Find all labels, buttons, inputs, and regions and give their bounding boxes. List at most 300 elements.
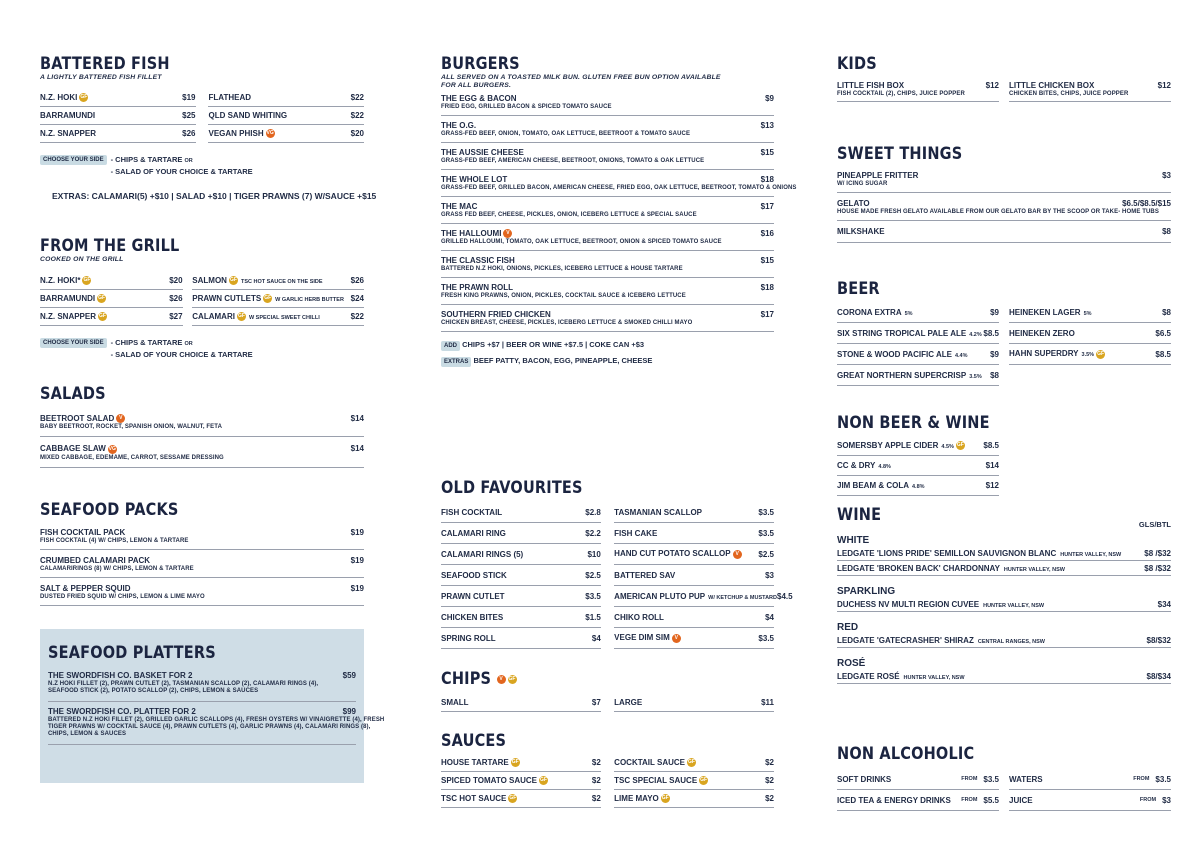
menu-item <box>837 193 1171 221</box>
menu-item <box>837 165 1171 193</box>
item-price: $9 <box>765 94 774 103</box>
item-name <box>837 441 983 450</box>
abv: 5% <box>1083 310 1092 317</box>
wine-region: HUNTER VALLEY, NSW <box>1003 566 1065 573</box>
gls-btl-label: GLS/BTL <box>1138 520 1171 529</box>
battered-right <box>208 89 364 143</box>
section-title: SEAFOOD PLATTERS <box>48 643 216 662</box>
item-name-text: CALAMARI RINGS (5) <box>441 549 524 559</box>
non-alcoholic-grid <box>837 769 1171 811</box>
item-name <box>1009 81 1158 90</box>
menu-item <box>441 170 797 197</box>
item-name <box>48 671 343 680</box>
item-name <box>441 571 585 580</box>
menu-item <box>837 344 999 365</box>
non-alcoholic-right <box>1009 769 1171 811</box>
chips-grid <box>441 693 774 712</box>
item-name-text: FISH COCKTAIL <box>441 507 503 517</box>
item-description: GRASS-FED BEEF, GRILLED BACON, AMERICAN CHEESE, FRIED EGG, OAK LETTUCE, BEETROOT, TOMATO & ONIONS <box>441 185 797 191</box>
gf-badge: GF <box>83 277 91 284</box>
wine-group-title: RED <box>837 622 859 633</box>
item-price: $2 <box>591 776 601 785</box>
side-option-1 <box>111 155 253 164</box>
item-name <box>48 707 343 716</box>
abv: 4.5% <box>941 443 954 450</box>
item-price: $17 <box>760 310 774 320</box>
item-name <box>837 350 990 359</box>
menu-item <box>441 143 774 170</box>
item-name <box>837 308 990 317</box>
item-name <box>441 148 761 157</box>
menu-item <box>1009 302 1171 323</box>
from-label: FROM <box>1139 797 1157 803</box>
item-name <box>837 461 986 470</box>
item-name-text: N.Z. SNAPPER <box>40 129 97 138</box>
item-description: SEAFOOD STICK (2), POTATO SCALLOP (2), CHIPS, LEMON & SAUCES <box>48 688 259 694</box>
item-name-text: SMALL <box>441 697 469 707</box>
item-price: $22 <box>350 111 364 120</box>
item-price: $26 <box>169 294 183 303</box>
menu-item <box>614 628 774 649</box>
item-name-text: N.Z. SNAPPER <box>40 311 97 321</box>
menu-item <box>837 476 999 496</box>
item-name <box>837 329 983 338</box>
item-price: $10 <box>587 549 601 559</box>
item-name-text: LEDGATE ROSÉ <box>837 671 900 681</box>
item-description: GRASS-FED BEEF, ONION, TOMATO, OAK LETTUCE, BEETROOT & TOMATO SAUCE <box>441 131 691 137</box>
item-note: TSC HOT SAUCE ON THE SIDE <box>240 278 323 285</box>
menu-item <box>1009 769 1171 790</box>
item-name-text: CC & DRY <box>837 461 876 470</box>
item-name-text: SEAFOOD STICK <box>441 570 507 580</box>
item-name <box>1009 329 1155 338</box>
vegan-badge: VG <box>266 130 274 137</box>
section-title: BURGERS <box>441 54 520 73</box>
item-price: $34 <box>1157 599 1171 609</box>
item-price: $19 <box>350 556 364 565</box>
item-name-text: THE MAC <box>441 202 478 211</box>
item-price: $14 <box>350 414 364 423</box>
item-price: $8 <box>1162 307 1171 317</box>
item-name <box>441 698 592 707</box>
item-price: $26 <box>182 129 196 138</box>
abv: 4.2% <box>969 331 982 338</box>
vegetarian-badge: V <box>733 550 742 559</box>
menu-item <box>40 522 364 550</box>
section-title: SWEET THINGS <box>837 144 963 163</box>
item-header <box>48 671 356 680</box>
item-name-text: THE PRAWN ROLL <box>441 283 513 293</box>
side-option-2: - SALAD OF YOUR CHOICE & TARTARE <box>110 350 253 359</box>
item-header <box>441 256 774 265</box>
item-name <box>837 636 1147 645</box>
item-name-text: FISH CAKE <box>614 528 658 538</box>
item-name-text: LEDGATE 'BROKEN BACK' CHARDONNAY <box>837 563 1000 573</box>
item-name <box>40 528 351 537</box>
item-name <box>837 549 1144 558</box>
item-header <box>441 94 774 103</box>
wine-region: HUNTER VALLEY, NSW <box>1060 551 1122 558</box>
wine-group-title: ROSÉ <box>837 658 866 669</box>
side-or: OR <box>184 341 193 347</box>
item-name-text: LEDGATE 'GATECRASHER' SHIRAZ <box>837 635 974 645</box>
item-name <box>441 175 761 184</box>
gf-badge: GF <box>99 313 106 320</box>
item-description: HOUSE MADE FRESH GELATO AVAILABLE FROM OUR GELATO BAR BY THE SCOOP OR TAKE- HOME TUBS <box>837 209 1159 215</box>
section-title: SEAFOOD PACKS <box>40 500 179 519</box>
item-description: CALAMARIRINGS (8) W/ CHIPS, LEMON & TARTARE <box>40 566 194 572</box>
gf-badge: GF <box>98 295 106 302</box>
item-name-text: SALT & PEPPER SQUID <box>40 584 131 593</box>
item-name-text: HEINEKEN ZERO <box>1009 328 1075 338</box>
item-price: $15 <box>760 256 774 266</box>
item-price: $13 <box>760 121 774 130</box>
add-badge: ADD <box>441 341 460 351</box>
item-price: $11 <box>761 697 774 707</box>
menu-item <box>441 523 601 544</box>
battered-fish-section <box>40 54 377 201</box>
item-name <box>192 294 350 303</box>
item-header <box>40 584 364 593</box>
side-option-1-text: - CHIPS & TARTARE <box>110 155 183 164</box>
item-price: $19 <box>350 528 364 537</box>
item-price: $2 <box>765 776 774 785</box>
menu-item <box>837 436 999 456</box>
from-label: FROM <box>961 797 978 803</box>
burgers-subtitle-1: ALL SERVED ON A TOASTED MILK BUN. GLUTEN FREE BUN OPTION AVAILABLE <box>441 74 721 81</box>
seafood-packs-section <box>40 500 364 606</box>
favourites-right <box>614 502 793 649</box>
menu-item <box>40 290 183 308</box>
item-name <box>1009 349 1155 358</box>
item-description: BABY BEETROOT, ROCKET, SPANISH ONION, WALNUT, FETA <box>40 424 223 431</box>
item-name <box>837 600 1158 609</box>
menu-item <box>40 437 364 467</box>
item-name-text: PRAWN CUTLETS <box>192 293 262 303</box>
item-name-text: SPICED TOMATO SAUCE <box>441 775 538 785</box>
gf-badge: GF <box>688 759 695 766</box>
menu-item <box>441 305 774 332</box>
item-name-text: TSC SPECIAL SAUCE <box>614 775 698 785</box>
item-name-text: N.Z. HOKI <box>40 92 78 102</box>
section-title: KIDS <box>837 54 877 73</box>
item-name <box>441 283 761 292</box>
menu-item <box>48 702 385 745</box>
salads-list <box>40 407 364 468</box>
item-name-text: SALMON <box>192 275 227 285</box>
item-name <box>192 312 350 321</box>
item-price: $2 <box>591 758 601 767</box>
section-subtitle: COOKED ON THE GRILL <box>40 256 124 263</box>
menu-item <box>837 769 999 790</box>
beer-grid <box>837 302 1171 386</box>
item-price: $20 <box>350 129 364 138</box>
item-description: FRESH KING PRAWNS, ONION, PICKLES, COCKTAIL SAUCE & ICEBERG LETTUCE <box>441 293 686 300</box>
item-price: $8 /$32 <box>1144 563 1171 573</box>
wine-region: HUNTER VALLEY, NSW <box>983 602 1045 609</box>
item-name-text: VEGE DIM SIM <box>614 633 670 643</box>
menu-item <box>614 607 774 628</box>
item-header <box>441 175 774 184</box>
non-alcoholic-left <box>837 769 999 811</box>
item-name-text: GREAT NORTHERN SUPERCRISP <box>837 370 967 380</box>
item-name <box>837 796 961 805</box>
item-name-text: THE O.G. <box>441 121 477 130</box>
item-name <box>208 93 350 102</box>
item-price: $1.5 <box>585 612 601 622</box>
item-name <box>614 508 758 517</box>
item-name-text: PINEAPPLE FRITTER <box>837 171 919 180</box>
menu-item <box>837 221 1171 243</box>
item-price: $24 <box>350 294 364 303</box>
item-header <box>441 283 774 292</box>
item-price: $12 <box>985 81 999 90</box>
gf-badge: GF <box>540 777 547 784</box>
item-name <box>192 276 350 285</box>
menu-item <box>614 772 774 790</box>
menu-item <box>614 544 774 565</box>
item-name <box>441 310 761 319</box>
item-header <box>837 227 1171 236</box>
item-price: $18 <box>760 175 774 184</box>
wine-list <box>837 535 1171 684</box>
menu-item <box>837 77 999 102</box>
item-name-text: SOFT DRINKS <box>837 774 892 784</box>
item-price: $3 <box>1162 795 1171 805</box>
battered-fish-grid <box>40 89 364 143</box>
item-name-text: LITTLE FISH BOX <box>837 81 905 90</box>
item-name-text: CALAMARI RING <box>441 528 506 538</box>
menu-item <box>441 607 601 628</box>
kids-item-col <box>1009 77 1171 102</box>
item-name <box>40 584 351 593</box>
item-price: $22 <box>350 312 364 321</box>
side-option-1 <box>111 338 253 347</box>
item-price: $6.5 <box>1155 328 1171 338</box>
menu-item <box>837 456 999 476</box>
item-description: CHIPS, LEMON & SAUCES <box>48 731 127 737</box>
section-title: BEER <box>837 279 880 298</box>
vegetarian-badge: V <box>672 634 681 643</box>
item-header <box>441 310 774 319</box>
menu-item <box>837 323 999 344</box>
gf-badge: GF <box>1097 350 1105 357</box>
wine-item <box>837 633 1171 648</box>
menu-item <box>614 565 774 586</box>
wine-region: HUNTER VALLEY, NSW <box>903 674 965 681</box>
kids-grid <box>837 77 1171 102</box>
item-price: $20 <box>169 276 183 285</box>
section-title: NON ALCOHOLIC <box>837 744 975 763</box>
item-header <box>837 199 1171 208</box>
side-choice <box>40 338 364 359</box>
chips-right <box>614 693 774 712</box>
item-name-text: BEETROOT SALAD <box>40 414 115 423</box>
item-name <box>441 592 585 601</box>
item-price: $3 <box>765 570 774 580</box>
item-name-text: CALAMARI <box>192 311 235 321</box>
item-name <box>441 94 765 103</box>
sauces-right <box>614 754 774 808</box>
item-price: $12 <box>985 481 999 490</box>
item-price: $17 <box>760 202 774 211</box>
item-price: $25 <box>182 111 196 120</box>
item-name-text: THE SWORDFISH CO. BASKET FOR 2 <box>48 671 193 680</box>
item-price: $3 <box>1162 171 1171 180</box>
item-name-text: THE CLASSIC FISH <box>441 256 515 266</box>
item-description: GRASS FED BEEF, CHEESE, PICKLES, ONION, ICEBERG LETTUCE & SPECIAL SAUCE <box>441 212 697 218</box>
item-name-text: VEGAN PHISH <box>208 128 264 138</box>
packs-list <box>40 522 364 606</box>
platters-list <box>48 666 385 745</box>
item-price: $7 <box>591 697 601 707</box>
item-description: FRIED EGG, GRILLED BACON & SPICED TOMATO SAUCE <box>441 104 612 110</box>
menu-item <box>441 278 774 305</box>
item-price: $8 <box>1162 227 1171 236</box>
item-price: $19 <box>350 584 364 593</box>
item-name <box>441 508 585 517</box>
item-price: $12 <box>1157 81 1171 90</box>
section-title: NON BEER & WINE <box>837 413 990 432</box>
wine-region: CENTRAL RANGES, NSW <box>977 638 1045 645</box>
item-price: $22 <box>350 93 364 102</box>
item-name <box>614 633 758 642</box>
beer-left <box>837 302 999 386</box>
side-option-2: - SALAD OF YOUR CHOICE & TARTARE <box>110 167 253 176</box>
item-price: $2.5 <box>585 570 601 580</box>
item-name-text: LEDGATE 'LIONS PRIDE' SEMILLON SAUVIGNON BLANC <box>837 548 1057 558</box>
item-name-text: JIM BEAM & COLA <box>837 481 909 490</box>
item-description: MIXED CABBAGE, EDEMAME, CARROT, SESSAME DRESSING <box>40 454 224 461</box>
item-name <box>40 276 169 285</box>
extras-text: BEEF PATTY, BACON, EGG, PINEAPPLE, CHEESE <box>473 356 653 366</box>
menu-item <box>441 224 774 251</box>
item-price: $2 <box>591 794 601 803</box>
item-name <box>40 129 182 138</box>
item-price: $8.5 <box>1155 349 1171 359</box>
vegetarian-badge: V <box>503 229 512 238</box>
non-alcoholic-section <box>837 744 1171 811</box>
item-name <box>614 529 758 538</box>
item-price: $2.8 <box>585 507 601 517</box>
gf-badge: GF <box>509 795 517 802</box>
non-beer-section <box>837 413 1171 496</box>
item-name <box>441 256 761 265</box>
item-name <box>208 111 350 120</box>
menu-item <box>614 523 774 544</box>
menu-item <box>441 502 601 523</box>
wine-section <box>837 505 1171 684</box>
item-name <box>40 294 169 303</box>
item-name <box>837 672 1147 681</box>
item-price: $16 <box>760 229 774 238</box>
abv: 4.4% <box>954 352 968 359</box>
item-description: N.Z HOKI FILLET (2), PRAWN CUTLET (2), TASMANIAN SCALLOP (2), CALAMARI RINGS (4), <box>48 681 319 687</box>
menu-item <box>614 754 774 772</box>
kids-item-col <box>837 77 999 102</box>
item-name-text: DUCHESS NV MULTI REGION CUVEE <box>837 599 980 609</box>
item-name-text: BARRAMUNDI <box>40 293 96 303</box>
burgers-subtitle-2: FOR ALL BURGERS. <box>441 82 512 89</box>
abv: 4.8% <box>878 464 891 470</box>
chips-left <box>441 693 601 712</box>
wine-item <box>837 561 1171 576</box>
item-header <box>441 148 774 157</box>
item-price: $8.5 <box>983 328 999 338</box>
menu-item <box>441 693 601 712</box>
side-or: OR <box>184 158 193 164</box>
item-header <box>40 556 364 565</box>
from-label: FROM <box>961 776 978 782</box>
item-name <box>441 634 592 643</box>
item-name <box>614 592 777 601</box>
item-name-text: BARRAMUNDI <box>40 111 96 120</box>
kids-section <box>837 54 1171 102</box>
item-price: $14 <box>350 444 364 454</box>
item-name-text: HOUSE TARTARE <box>441 757 509 767</box>
item-name-text: LIME MAYO <box>614 793 659 803</box>
menu-item <box>614 790 774 808</box>
menu-item <box>441 772 601 790</box>
item-name <box>1009 308 1162 317</box>
menu-item <box>40 308 183 326</box>
item-name <box>614 794 765 803</box>
item-header <box>1009 81 1171 90</box>
item-price: $4 <box>591 633 601 643</box>
menu-item <box>441 628 601 649</box>
item-name <box>441 776 592 785</box>
item-price: $4 <box>765 612 774 622</box>
abv: 3.5% <box>969 373 982 380</box>
item-header <box>441 202 774 211</box>
item-name-text: AMERICAN PLUTO PUP <box>614 591 706 601</box>
item-header <box>40 444 364 453</box>
menu-item <box>441 116 774 143</box>
wine-group-title: SPARKLING <box>837 586 896 597</box>
item-price: $3.5 <box>758 507 774 517</box>
item-header <box>441 229 774 238</box>
item-name <box>40 312 169 321</box>
grill-grid <box>40 272 364 326</box>
item-price: $3.5 <box>983 774 999 784</box>
sweet-list <box>837 165 1171 243</box>
item-name <box>441 202 761 211</box>
item-name-text: THE EGG & BACON <box>441 94 517 103</box>
gf-badge: GF <box>956 442 964 449</box>
item-name-text: GELATO <box>837 199 870 208</box>
item-name-text: JUICE <box>1009 795 1033 805</box>
vegetarian-badge: V <box>116 414 125 423</box>
item-description: TIGER PRAWNS W/ COCKTAIL SAUCE (4), PRAWN CUTLETS (4), GARLIC PRAWNS (4), CALAMARI RINGS (8), <box>48 724 371 730</box>
item-name-text: TSC HOT SAUCE <box>441 793 507 803</box>
item-name <box>441 550 587 559</box>
menu-item <box>48 666 356 702</box>
menu-item <box>192 272 364 290</box>
item-price: $2 <box>765 758 774 767</box>
item-name-text: THE AUSSIE CHEESE <box>441 148 524 157</box>
item-price: $5.5 <box>983 795 999 805</box>
abv: 4.8% <box>912 484 925 490</box>
item-name-text: HEINEKEN LAGER <box>1009 307 1081 317</box>
vegan-badge: VG <box>108 445 116 452</box>
menu-item <box>208 89 364 107</box>
gf-badge: GF <box>237 313 245 320</box>
item-name <box>837 564 1144 573</box>
menu-item <box>837 790 999 811</box>
item-name <box>441 229 761 238</box>
burgers-section <box>441 54 797 367</box>
item-header <box>40 528 364 537</box>
